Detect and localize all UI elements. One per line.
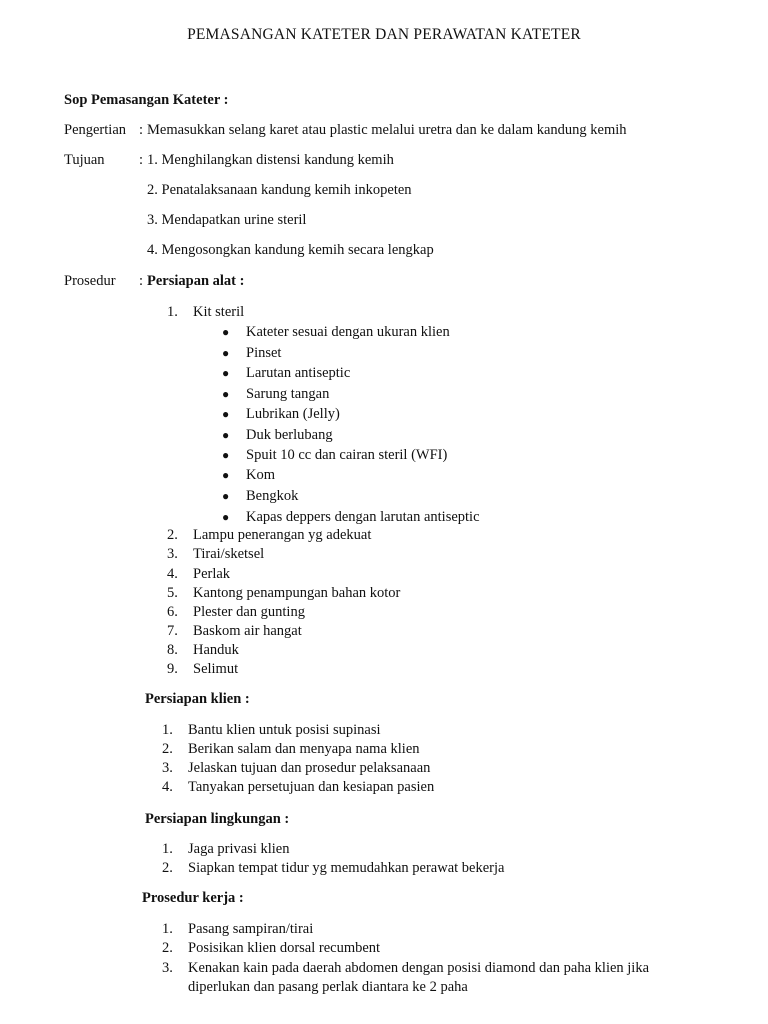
tujuan-label: Tujuan (64, 152, 105, 168)
klien-text: Jelaskan tujuan dan prosedur pelaksanaan (188, 760, 431, 776)
alat-num: 2. (167, 527, 178, 543)
persiapan-lingkungan-heading (145, 810, 289, 828)
kerja-num: 1. (162, 921, 173, 937)
kerja-text: Pasang sampiran/tirai (188, 921, 314, 937)
sop-heading (64, 91, 228, 109)
alat-num: 8. (167, 642, 178, 658)
alat-num: 1. (167, 304, 178, 320)
kit-item: Lubrikan (Jelly) (246, 406, 340, 422)
alat-text: Plester dan gunting (193, 604, 305, 620)
kerja-num: 3. (162, 960, 173, 976)
tujuan-item: 4. Mengosongkan kandung kemih secara lengkap (147, 242, 434, 258)
kit-item: Pinset (246, 345, 282, 361)
alat-num: 3. (167, 546, 178, 562)
lingkungan-text: Jaga privasi klien (188, 841, 290, 857)
bullet-icon: ● (222, 366, 230, 380)
alat-text: Kantong penampungan bahan kotor (193, 585, 401, 601)
persiapan-lingkungan-heading-text: Persiapan lingkungan : (145, 811, 290, 827)
alat-num: 9. (167, 661, 178, 677)
bullet-icon: ● (222, 468, 230, 482)
bullet-icon: ● (222, 428, 230, 442)
bullet-icon: ● (222, 325, 230, 339)
kerja-text: Kenakan kain pada daerah abdomen dengan posisi diamond dan paha klien jika (188, 960, 650, 976)
kit-item: Kapas deppers dengan larutan antiseptic (246, 509, 480, 525)
pengertian-text: Memasukkan selang karet atau plastic melalui uretra dan ke dalam kandung kemih (147, 122, 627, 138)
kerja-num: 2. (162, 940, 173, 956)
alat-text: Handuk (193, 642, 239, 658)
kit-item: Kom (246, 467, 275, 483)
kit-item: Sarung tangan (246, 386, 330, 402)
klien-num: 4. (162, 779, 173, 795)
tujuan-item: 3. Mendapatkan urine steril (147, 212, 307, 228)
bullet-icon: ● (222, 510, 230, 524)
bullet-icon: ● (222, 387, 230, 401)
sop-heading-text: Sop Pemasangan Kateter : (64, 92, 229, 108)
alat-text: Baskom air hangat (193, 623, 302, 639)
alat-num: 4. (167, 566, 178, 582)
prosedur-sep: : (139, 273, 144, 289)
lingkungan-text: Siapkan tempat tidur yg memudahkan perawat bekerja (188, 860, 505, 876)
alat-num: 5. (167, 585, 178, 601)
alat-text: Tirai/sketsel (193, 546, 265, 562)
klien-text: Tanyakan persetujuan dan kesiapan pasien (188, 779, 435, 795)
lingkungan-num: 1. (162, 841, 173, 857)
tujuan-item: 1. Menghilangkan distensi kandung kemih (147, 152, 394, 168)
alat-num: 6. (167, 604, 178, 620)
kerja-text-continuation: diperlukan dan pasang perlak diantara ke 2 paha (188, 979, 468, 995)
kerja-text: Posisikan klien dorsal recumbent (188, 940, 381, 956)
persiapan-klien-heading-text: Persiapan klien : (145, 691, 250, 707)
alat-num: 7. (167, 623, 178, 639)
kit-item: Kateter sesuai dengan ukuran klien (246, 324, 450, 340)
alat-text: Kit steril (193, 304, 245, 320)
prosedur-kerja-heading-text: Prosedur kerja : (142, 890, 244, 906)
persiapan-alat-heading-text: Persiapan alat : (147, 273, 245, 289)
kit-item: Bengkok (246, 488, 299, 504)
lingkungan-num: 2. (162, 860, 173, 876)
tujuan-item: 2. Penatalaksanaan kandung kemih inkopeten (147, 182, 412, 198)
prosedur-label: Prosedur (64, 273, 116, 289)
klien-num: 1. (162, 722, 173, 738)
pengertian-label: Pengertian (64, 122, 127, 138)
kit-item: Duk berlubang (246, 427, 333, 443)
alat-text: Selimut (193, 661, 239, 677)
document-title: PEMASANGAN KATETER DAN PERAWATAN KATETER (187, 26, 581, 43)
bullet-icon: ● (222, 489, 230, 503)
bullet-icon: ● (222, 407, 230, 421)
klien-num: 2. (162, 741, 173, 757)
alat-text: Lampu penerangan yg adekuat (193, 527, 372, 543)
klien-num: 3. (162, 760, 173, 776)
prosedur-kerja-heading (142, 889, 244, 907)
persiapan-klien-heading (145, 690, 250, 708)
tujuan-sep: : (139, 152, 144, 168)
klien-text: Bantu klien untuk posisi supinasi (188, 722, 381, 738)
alat-text: Perlak (193, 566, 231, 582)
bullet-icon: ● (222, 448, 230, 462)
bullet-icon: ● (222, 346, 230, 360)
kit-item: Spuit 10 cc dan cairan steril (WFI) (246, 447, 448, 463)
pengertian-sep: : (139, 122, 144, 138)
kit-item: Larutan antiseptic (246, 365, 351, 381)
persiapan-alat-heading (147, 272, 244, 290)
klien-text: Berikan salam dan menyapa nama klien (188, 741, 420, 757)
